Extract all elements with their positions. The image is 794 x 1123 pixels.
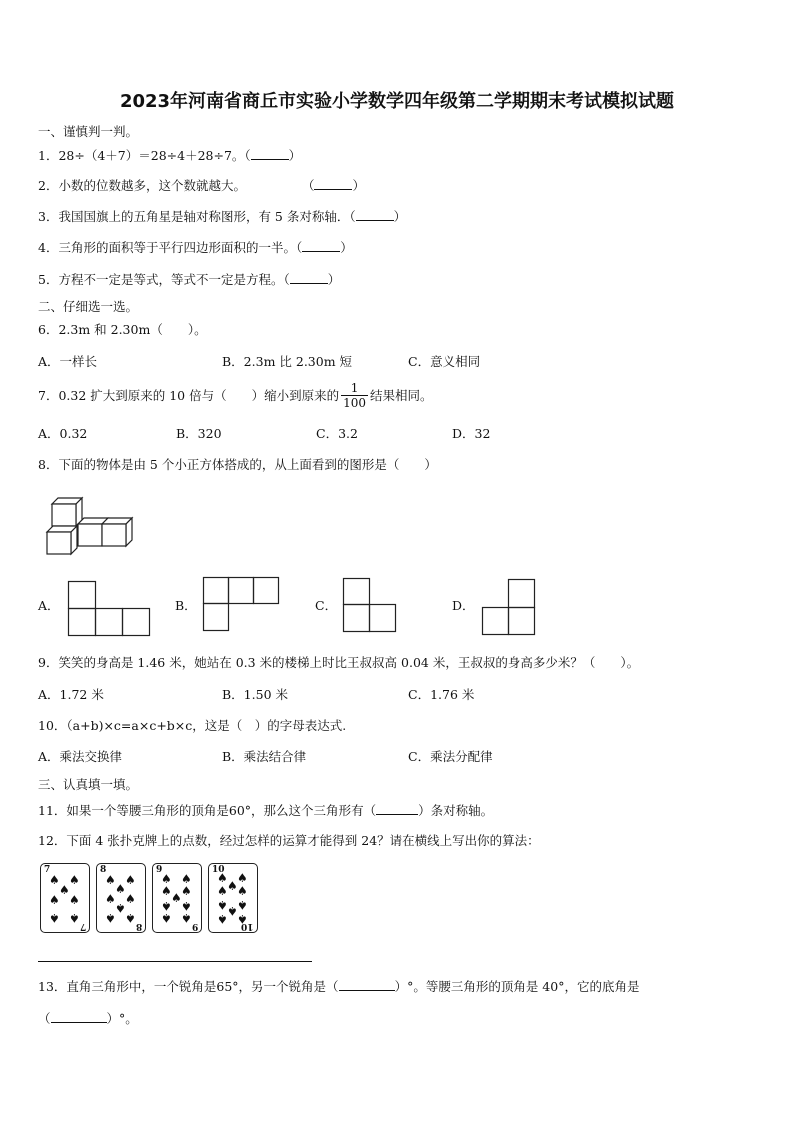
answer-blank[interactable] <box>314 177 352 190</box>
answer-blank[interactable] <box>339 978 395 991</box>
fraction-denominator: 100 <box>343 396 367 410</box>
question-13-line-2 <box>38 1010 138 1027</box>
q6-option-a[interactable]: A．一样长 <box>38 354 98 369</box>
spade-icon: ♠ <box>181 884 192 898</box>
spade-icon: ♠ <box>69 911 80 925</box>
q6-option-c[interactable]: C．意义相同 <box>408 354 481 369</box>
q13-text1: 13．直角三角形中，一个锐角是65°，另一个锐角是（ <box>38 979 339 994</box>
spade-icon: ♠ <box>105 873 116 887</box>
question-3 <box>38 208 406 225</box>
q2-text: 2．小数的位数越多，这个数就越大。 <box>38 178 246 193</box>
q9-option-c[interactable]: C．1.76 米 <box>408 687 475 702</box>
question-12: 12．下面 4 张扑克牌上的点数，经过怎样的运算才能得到 24？请在横线上写出你的算法： <box>38 833 540 848</box>
q4-end: ） <box>340 240 353 255</box>
spade-icon: ♠ <box>69 893 80 907</box>
playing-card <box>152 863 202 933</box>
page-title: 2023年河南省商丘市实验小学数学四年级第二学期期末考试模拟试题 <box>119 91 675 112</box>
spade-icon: ♠ <box>49 893 60 907</box>
top-view-figure-c <box>343 578 397 634</box>
q2-end: ） <box>352 178 365 193</box>
card-rank: 7 <box>44 865 51 875</box>
spade-icon: ♠ <box>125 892 136 906</box>
spade-icon: ♠ <box>115 901 126 915</box>
spade-icon: ♠ <box>181 899 192 913</box>
q10-option-b[interactable]: B．乘法结合律 <box>222 749 307 764</box>
q4-text: 4．三角形的面积等于平行四边形面积的一半。（ <box>38 240 303 255</box>
spade-icon: ♠ <box>227 879 238 893</box>
question-6: 6．2.3m 和 2.30m（ ）。 <box>38 322 207 337</box>
q9-option-a[interactable]: A．1.72 米 <box>38 687 104 702</box>
q11-text: 11．如果一个等腰三角形的顶角是60°，那么这个三角形有（ <box>38 803 377 818</box>
top-view-figure-a <box>68 581 152 637</box>
card-rank: 10 <box>212 865 225 875</box>
spade-icon: ♠ <box>105 892 116 906</box>
spade-icon: ♠ <box>181 872 192 886</box>
spade-icon: ♠ <box>161 899 172 913</box>
spade-icon: ♠ <box>227 904 238 918</box>
section-3-heading: 三、认真填一填。 <box>38 777 139 792</box>
q8-option-b[interactable]: B． <box>175 598 197 613</box>
question-2 <box>38 177 365 194</box>
spade-icon: ♠ <box>217 884 228 898</box>
spade-icon: ♠ <box>59 883 70 897</box>
spade-icon: ♠ <box>217 898 228 912</box>
spade-icon: ♠ <box>237 898 248 912</box>
spade-icon: ♠ <box>161 884 172 898</box>
card-rank-bottom: 7 <box>79 921 86 931</box>
question-1 <box>38 147 301 164</box>
card-rank: 8 <box>100 865 107 875</box>
q5-end: ） <box>327 272 341 287</box>
q13-pre: （ <box>38 1011 51 1026</box>
q7-option-b[interactable]: B．320 <box>176 426 222 441</box>
q10-option-a[interactable]: A．乘法交换律 <box>38 749 123 764</box>
q1-text: 1．28÷（4＋7）＝28÷4＋28÷7。（ <box>38 148 251 163</box>
q13-mid: ）°。等腰三角形的顶角是 40°，它的底角是 <box>394 979 640 994</box>
section-1-heading: 一、谨慎判一判。 <box>38 124 139 139</box>
q3-end: ） <box>393 209 407 224</box>
q8-option-d[interactable]: D． <box>452 598 475 613</box>
q1-end: ） <box>288 148 302 163</box>
spade-icon: ♠ <box>161 911 172 925</box>
q6-option-b[interactable]: B．2.3m 比 2.30m 短 <box>222 354 353 369</box>
spade-icon: ♠ <box>125 873 136 887</box>
fraction <box>341 381 368 410</box>
playing-card <box>208 863 258 933</box>
spade-icon: ♠ <box>105 911 116 925</box>
q13-end: ）°。 <box>106 1011 138 1026</box>
question-10: 10．（a+b)×c=a×c+b×c，这是（ ）的字母表达式. <box>38 718 347 733</box>
spade-icon: ♠ <box>217 871 228 885</box>
spade-icon: ♠ <box>115 882 126 896</box>
answer-blank[interactable] <box>356 208 394 221</box>
spade-icon: ♠ <box>217 912 228 926</box>
question-8: 8．下面的物体是由 5 个小正方体搭成的，从上面看到的图形是（ ） <box>38 457 437 472</box>
card-rank-bottom: 9 <box>191 921 198 931</box>
spade-icon: ♠ <box>237 884 248 898</box>
card-rank-bottom: 8 <box>135 921 142 931</box>
q7-option-c[interactable]: C．3.2 <box>316 426 358 441</box>
q10-option-c[interactable]: C．乘法分配律 <box>408 749 493 764</box>
q7-option-d[interactable]: D．32 <box>452 426 491 441</box>
q7-text2: 结果相同。 <box>370 387 433 403</box>
question-5 <box>38 271 340 288</box>
answer-line[interactable] <box>38 961 312 962</box>
q8-option-c[interactable]: C． <box>315 598 338 613</box>
spade-icon: ♠ <box>161 872 172 886</box>
q3-text: 3．我国国旗上的五角星是轴对称图形，有 5 条对称轴．（ <box>38 209 356 224</box>
question-4 <box>38 239 353 256</box>
q9-option-b[interactable]: B．1.50 米 <box>222 687 288 702</box>
question-13 <box>38 978 639 995</box>
spade-icon: ♠ <box>49 911 60 925</box>
question-7 <box>38 381 433 410</box>
spade-icon: ♠ <box>125 911 136 925</box>
playing-card <box>96 863 146 933</box>
top-view-figure-d <box>482 579 536 637</box>
section-2-heading: 二、仔细选一选。 <box>38 299 139 314</box>
q2-pre: （ <box>301 178 315 193</box>
fraction-numerator: 1 <box>350 381 359 395</box>
answer-blank[interactable] <box>302 239 340 252</box>
card-rank: 9 <box>156 865 163 875</box>
card-rank-bottom: 10 <box>241 921 254 931</box>
spade-icon: ♠ <box>237 871 248 885</box>
q5-text: 5．方程不一定是等式，等式不一定是方程。（ <box>38 272 290 287</box>
q8-option-a[interactable]: A． <box>38 598 60 613</box>
q7-option-a[interactable]: A．0.32 <box>38 426 88 441</box>
spade-icon: ♠ <box>171 891 182 905</box>
answer-blank[interactable] <box>376 802 418 815</box>
q11-end: ）条对称轴。 <box>418 803 494 818</box>
answer-blank[interactable] <box>251 147 289 160</box>
spade-icon: ♠ <box>237 912 248 926</box>
top-view-figure-b <box>203 577 281 633</box>
spade-icon: ♠ <box>181 911 192 925</box>
spade-icon: ♠ <box>49 873 60 887</box>
spade-icon: ♠ <box>69 873 80 887</box>
question-9: 9．笑笑的身高是 1.46 米，她站在 0.3 米的楼梯上时比王叔叔高 0.04 米，王叔叔的身高多少米？（ ）。 <box>38 655 640 670</box>
cube-stack-figure <box>44 494 139 559</box>
question-11 <box>38 802 493 819</box>
q7-text1: 7．0.32 扩大到原来的 10 倍与（ ）缩小到原来的 <box>38 387 340 403</box>
answer-blank[interactable] <box>290 271 328 284</box>
playing-card <box>40 863 90 933</box>
answer-blank[interactable] <box>51 1010 107 1023</box>
